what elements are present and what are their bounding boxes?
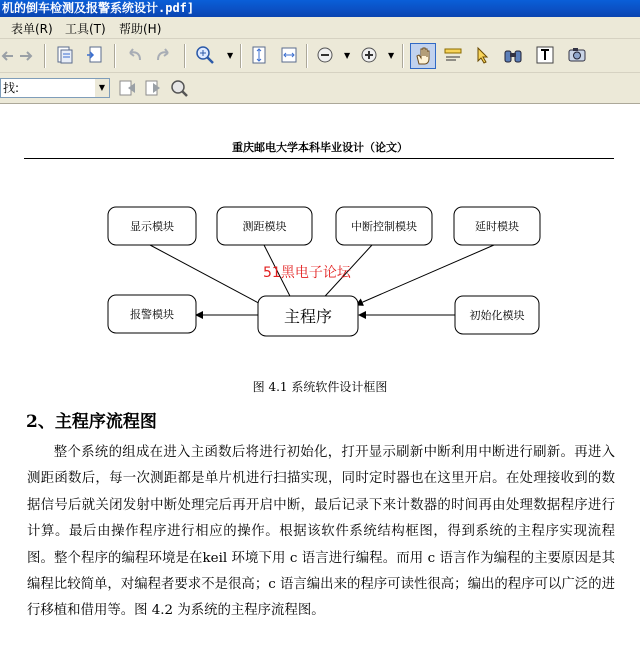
label-ranging-module: 测距模块 <box>242 220 287 233</box>
label-interrupt-module: 中断控制模块 <box>351 220 417 233</box>
snapshot-camera-icon[interactable] <box>566 44 588 66</box>
toolbar-separator <box>240 44 242 68</box>
window-title-bar <box>0 0 640 17</box>
document-page <box>0 105 640 669</box>
zoom-magnifier-icon[interactable] <box>194 44 216 66</box>
watermark-text: 51黑电子论坛 <box>263 265 351 281</box>
label-init-module: 初始化模块 <box>469 309 525 322</box>
label-alarm-module: 报警模块 <box>130 308 174 321</box>
extract-pages-icon[interactable] <box>54 44 76 66</box>
typewriter-text-icon[interactable] <box>534 44 556 66</box>
toolbar-separator <box>114 44 116 68</box>
undo-icon[interactable] <box>124 44 146 66</box>
fit-page-icon[interactable] <box>248 44 270 66</box>
search-toolbar <box>0 73 640 104</box>
fit-width-icon[interactable] <box>278 44 300 66</box>
section-heading: 2、主程序流程图 <box>26 412 157 432</box>
zoom-in-icon[interactable] <box>358 44 380 66</box>
menu-tools[interactable]: 工具(T) <box>65 22 106 36</box>
insert-pages-icon[interactable] <box>84 44 106 66</box>
body-paragraph: 整个系统的组成在进入主函数后将进行初始化，打开显示刷新中断利用中断进行刷新。再进入测距函数后，每一次测距都是单片机进行扫描实现，同时定时器也在这里开启。在处理接收到的数据信号后就关闭发射中断处理完后再开启中断，最后记录下来计数器的时间再由处理数据程序进行计算。最后由操作程序进行相应的操作。根据该软件系统结构框图，得到系统的主程序实现流程图。整个程序的编程环境是在keil 环境下用 c 语言进行编程。而用 c 语言作为编程的主要原因是其编程比较简单，对编程者要求不是很高；c 语言编出来的程序可读性很高；编出的程序可以广泛的进行移植和借用等。图 4.2 为系统的主程序流程图。 <box>27 445 615 619</box>
find-previous-icon[interactable] <box>116 77 138 99</box>
redo-icon[interactable] <box>152 44 174 66</box>
text-select-icon[interactable] <box>442 44 464 66</box>
toolbar-separator <box>306 44 308 68</box>
page-header: 重庆邮电大学本科毕业设计（论文） <box>232 141 408 154</box>
label-main-program: 主程序 <box>283 307 333 326</box>
binoculars-icon[interactable] <box>502 44 524 66</box>
menu-form[interactable]: 表单(R) <box>11 22 53 36</box>
select-arrow-icon[interactable] <box>472 44 494 66</box>
label-delay-module: 延时模块 <box>475 220 519 233</box>
toolbar-separator <box>44 44 46 68</box>
search-options-icon[interactable] <box>168 77 190 99</box>
find-next-icon[interactable] <box>142 77 164 99</box>
toolbar-separator <box>184 44 186 68</box>
chevron-down-icon[interactable]: ▼ <box>388 51 395 60</box>
chevron-down-icon[interactable]: ▼ <box>344 51 351 60</box>
figure-caption: 图 4.1 系统软件设计框图 <box>252 380 388 394</box>
zoom-out-icon[interactable] <box>314 44 336 66</box>
toolbar-separator <box>402 44 404 68</box>
back-arrow-icon[interactable] <box>0 45 14 67</box>
label-display-module: 显示模块 <box>130 220 174 233</box>
header-rule <box>24 158 614 159</box>
search-input-value: 找: <box>3 81 20 95</box>
menu-help[interactable]: 帮助(H) <box>119 22 162 36</box>
search-input[interactable] <box>0 78 110 98</box>
hand-tool-icon[interactable] <box>410 43 436 69</box>
chevron-down-icon[interactable]: ▼ <box>95 79 109 97</box>
menu-bar <box>0 17 640 39</box>
forward-arrow-icon[interactable] <box>16 45 38 67</box>
chevron-down-icon[interactable]: ▼ <box>227 51 234 60</box>
main-toolbar <box>0 39 640 73</box>
window-title: 机的倒车检测及报警系统设计.pdf] <box>2 1 195 15</box>
